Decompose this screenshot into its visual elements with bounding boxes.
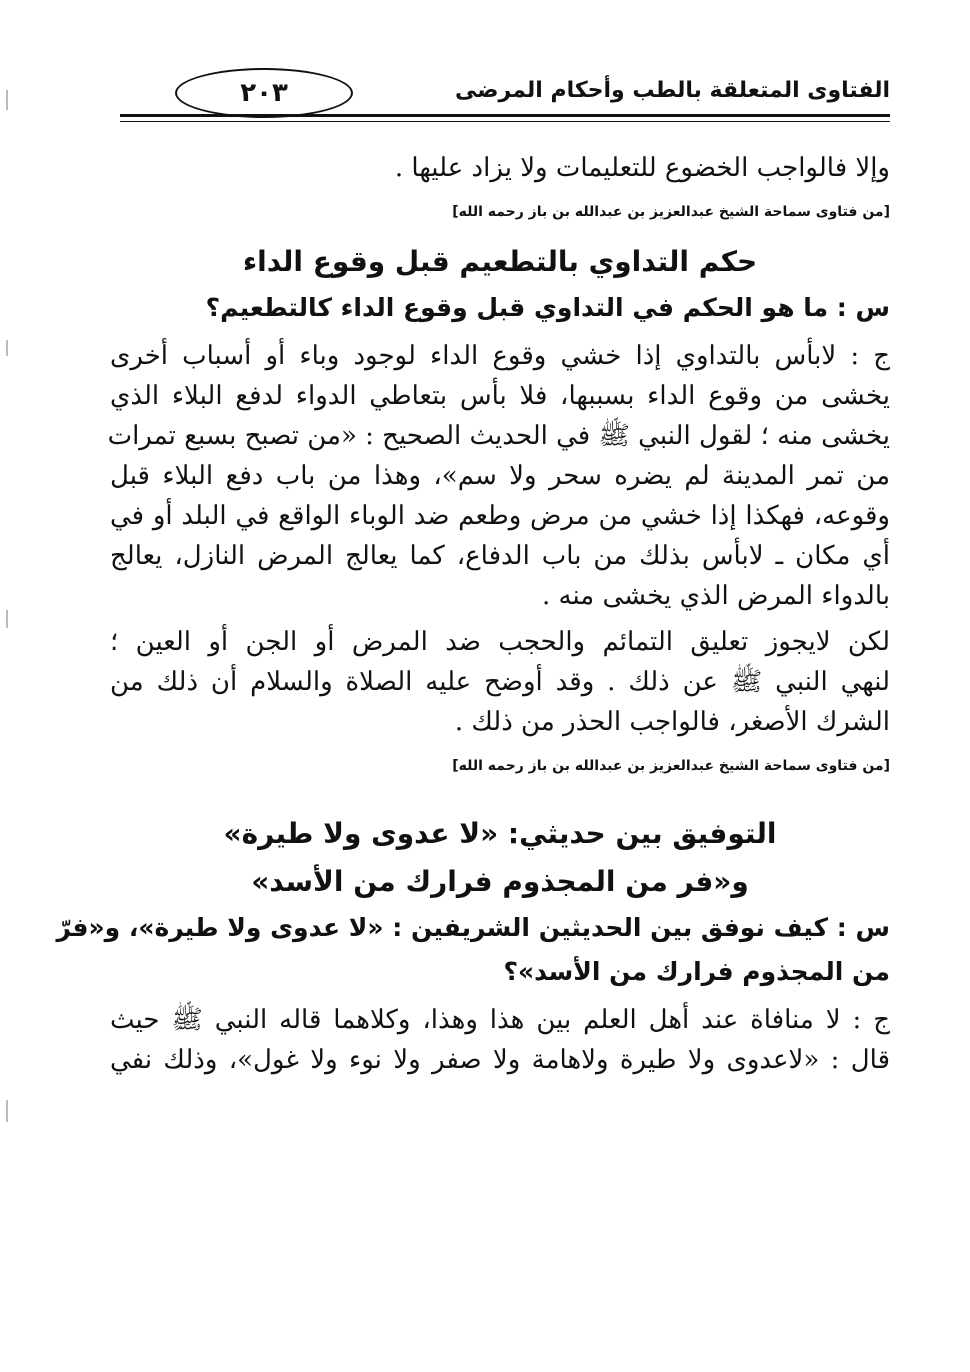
scan-edge-mark — [6, 1100, 8, 1122]
answer-line: أي مكان ـ لابأس بذلك من باب الدفاع، كما يعالج المرض النازل، يعالج — [110, 541, 890, 571]
answer-paragraph — [110, 1000, 890, 1080]
answer-line: من تمر المدينة لم يضره سحر ولا سم»، وهذا من باب دفع البلاء قبل — [110, 461, 890, 491]
scan-edge-mark — [6, 610, 8, 628]
scan-edge-mark — [6, 90, 8, 110]
intro-line: وإلا فالواجب الخضوع للتعليمات ولا يزاد عليها . — [394, 153, 890, 183]
source-citation: [من فتاوى سماحة الشيخ عبدالعزيز بن عبدالله بن باز رحمه الله] — [452, 758, 890, 774]
answer-line: ج : لا منافاة عند أهل العلم بين هذا وهذا، وكلاهما قاله النبي ﷺ حيث — [110, 1005, 890, 1035]
answer-line: وقوعه، فهكذا إذا خشي من مرض وطعم ضد الوباء الواقع في البلد أو في — [110, 501, 890, 531]
header-rule-thin — [120, 121, 890, 122]
scan-edge-mark — [6, 340, 8, 356]
source-citation: [من فتاوى سماحة الشيخ عبدالعزيز بن عبدالله بن باز رحمه الله] — [452, 204, 890, 220]
answer-line: يخشى منه ؛ لقول النبي ﷺ في الحديث الصحيح : «من تصبح بسبع تمرات — [107, 421, 890, 451]
answer-line: لنهي النبي ﷺ عن ذلك . وقد أوضح عليه الصلاة والسلام أن ذلك من — [110, 667, 890, 697]
answer-line: قال : «لاعدوى ولا طيرة ولاهامة ولا صفر ولا نوء ولا غول»، وذلك نفي — [110, 1045, 890, 1075]
question-line: س : كيف نوفق بين الحديثين الشريفين : «لا عدوى ولا طيرة»، و«فرّ — [56, 913, 890, 942]
section-heading-line-2: و«فر من المجذوم فرارك من الأسد» — [251, 865, 749, 898]
answer-line: لكن لايجوز تعليق التمائم والحجب ضد المرض أو الجن أو العين ؛ — [110, 627, 890, 657]
answer-line: يخشى من وقوع الداء بسببها، فلا بأس بتعاطي الدواء لدفع البلاء الذي — [110, 381, 890, 411]
running-title: الفتاوى المتعلقة بالطب وأحكام المرضى — [455, 78, 890, 103]
question-text: س : ما هو الحكم في التداوي قبل وقوع الداء كالتطعيم؟ — [205, 293, 890, 322]
page-header — [120, 62, 890, 122]
section-heading-line-1: التوفيق بين حديثي: «لا عدوى ولا طيرة» — [223, 817, 777, 850]
answer-paragraph-2 — [110, 622, 890, 742]
header-rule-thick — [120, 114, 890, 117]
section-heading: حكم التداوي بالتطعيم قبل وقوع الداء — [242, 245, 758, 278]
question-line: من المجذوم فرارك من الأسد»؟ — [503, 957, 890, 986]
page-body — [56, 148, 890, 1080]
answer-line: الشرك الأصغر، فالواجب الحذر من ذلك . — [454, 707, 890, 737]
page-number-oval: ٢٠٣ — [175, 68, 353, 118]
answer-line: بالدواء المرض الذي يخشى منه . — [541, 581, 890, 611]
answer-paragraph — [107, 336, 890, 616]
answer-line: ج : لابأس بالتداوي إذا خشي وقوع الداء لوجود وباء أو أسباب أخرى — [110, 341, 890, 371]
